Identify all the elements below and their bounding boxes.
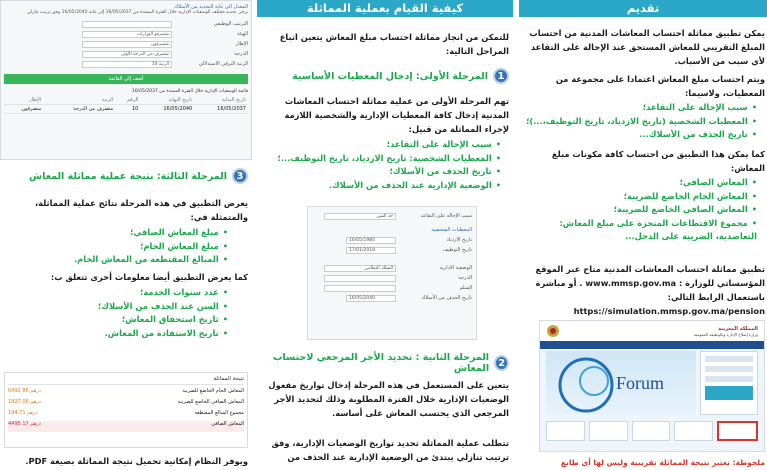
presentation-banner: تقديم bbox=[519, 0, 767, 17]
result-label: المعاش الصافي الخاضع للضريبة bbox=[177, 399, 244, 405]
list-item: • الوضعية الإدارية عند الحذف من الأسلاك. bbox=[261, 179, 501, 193]
step3-list bbox=[2, 226, 228, 267]
results-screenshot bbox=[4, 372, 248, 448]
result-label: المعاش الصافي bbox=[211, 421, 244, 427]
step1-list bbox=[261, 138, 501, 192]
result-value: 194.71 درهم bbox=[8, 410, 38, 416]
column-header: تاريخ البداية bbox=[194, 96, 248, 105]
add-to-list-button[interactable]: أضف إلى القائمة bbox=[4, 74, 248, 84]
field-input[interactable] bbox=[82, 21, 172, 28]
result-value: 6492.86 درهم bbox=[8, 388, 41, 394]
table-cell: 16/05/2037 bbox=[194, 105, 248, 114]
form-row bbox=[312, 245, 472, 255]
form-row bbox=[312, 293, 472, 303]
list-item: • تاريخ الاستفادة من المعاش. bbox=[2, 327, 228, 341]
step2-title: المرحلة الثانية : تحديد الأجر المرجعي لاحتساب المعاش bbox=[272, 352, 490, 374]
list-item: • تاريخ استحقاق المعاش؛ bbox=[2, 313, 228, 327]
form-row bbox=[312, 283, 472, 293]
field-input[interactable]: متصرفون bbox=[82, 41, 172, 48]
step1-heading bbox=[292, 68, 509, 84]
positions-table bbox=[4, 96, 248, 114]
column-header: الإطار bbox=[4, 96, 43, 105]
results-title: نتيجة المماثلة bbox=[8, 376, 244, 385]
birth-date-input[interactable]: 16/05/1980 bbox=[346, 237, 396, 244]
form-label: الرتبة الترقي الاستدلالي bbox=[198, 61, 248, 67]
result-row bbox=[8, 388, 244, 399]
components-list bbox=[521, 176, 757, 244]
form-row bbox=[4, 29, 248, 39]
site-sidebar bbox=[700, 351, 758, 415]
list-item: • مبلغ المعاش الخام؛ bbox=[2, 240, 228, 254]
components-paragraph: كما يمكن هذا التطبيق من احتساب كافة مكونات مبلغ المعاش: bbox=[551, 149, 765, 173]
form-label: تاريخ الحذف من الأسلاك bbox=[421, 295, 472, 301]
form-row bbox=[4, 49, 248, 59]
list-item: • مجموع الاقتطاعات المنجزة على مبلغ المعاش: التعاضدية، الضريبة على الدخل... bbox=[521, 217, 757, 244]
reason-select[interactable]: حد السن bbox=[324, 213, 396, 220]
form-label: الهيئة bbox=[237, 31, 248, 37]
table-row[interactable] bbox=[4, 105, 248, 114]
table-cell: 16/05/2040 bbox=[140, 105, 194, 114]
form-row bbox=[4, 19, 248, 29]
forum-label: Forum bbox=[616, 373, 665, 393]
positions-screenshot bbox=[0, 0, 252, 160]
column-header: الرقم bbox=[115, 96, 140, 105]
result-row bbox=[8, 421, 244, 432]
site-subtitle: وزارة إصلاح الإدارة وبالوظيفة العمومية bbox=[693, 331, 758, 337]
result-value: 4495.17 درهم bbox=[8, 421, 41, 427]
list-item: • المعاش الصافي؛ bbox=[521, 176, 757, 190]
result-row bbox=[8, 399, 244, 410]
crest-icon bbox=[546, 324, 560, 338]
site-shortcuts bbox=[546, 421, 758, 441]
form-label: الترتيب الوظيفي bbox=[213, 21, 248, 27]
list-item: • تاريخ الحذف من الأسلاك؛ bbox=[261, 165, 501, 179]
result-value: 1827.06 درهم bbox=[8, 399, 41, 405]
form-label: الدرجة bbox=[234, 51, 248, 57]
website-screenshot bbox=[539, 320, 765, 452]
step2-heading bbox=[257, 352, 509, 374]
step3-title: المرحلة الثالثة: نتيجة عملية مماثلة المعاش bbox=[29, 170, 227, 182]
data-list bbox=[521, 101, 757, 142]
column-header: الرتبة bbox=[43, 96, 115, 105]
list-item: • المعاش الصافي الخاضع للضريبة؛ bbox=[521, 203, 757, 217]
site-title: المملكة المغربية bbox=[718, 325, 758, 332]
step3-number: 3 bbox=[232, 168, 248, 184]
list-item: • السن عند الحذف من الأسلاك؛ bbox=[2, 300, 228, 314]
form-section-title: المعطيات الشخصية bbox=[431, 227, 472, 233]
scale-select[interactable] bbox=[324, 285, 396, 292]
status-select[interactable]: السلك النظامي bbox=[324, 265, 396, 272]
list-item: • المعاش الخام الخاضع للضريبة؛ bbox=[521, 190, 757, 204]
column-header: تاريخ النهاية bbox=[140, 96, 194, 105]
disclaimer-note: ملحوظة: تعتبر نتيجة المماثلة تقريبية وليس لها أي طابع bbox=[560, 458, 765, 467]
end-date-input[interactable]: 16/05/2040 bbox=[346, 295, 396, 302]
procedure-intro: للتمكن من انجاز مماثلة احتساب مبلغ المعاش يتعين اتباع المراحل التالية: bbox=[279, 32, 509, 56]
step3-list-2 bbox=[2, 286, 228, 340]
list-item: • المبالغ المقتطعة من المعاش الخام. bbox=[2, 253, 228, 267]
form-label: الإطار bbox=[235, 41, 248, 47]
list-item: • مبلغ المعاش الصافي؛ bbox=[2, 226, 228, 240]
list-item: • تاريخ الحذف من الأسلاك... bbox=[521, 128, 757, 142]
step1-title: المرحلة الأولى: إدخال المعطيات الأساسية bbox=[292, 70, 488, 82]
site-header bbox=[540, 321, 764, 341]
positions-note-2: يرجى تحديد مختلف الوضعيات الإدارية خلال الفترة الممتدة من 16/05/2037 إلى غاية 16/05/2040 وفق ترتيب تنازلي bbox=[27, 10, 248, 15]
pdf-note: ويوفر النظام إمكانية تحميل نتيجة المماثلة بصيغة PDF. bbox=[25, 456, 248, 466]
result-label: مجموع المبالغ المقتطعة bbox=[194, 410, 244, 416]
field-input[interactable]: متصرفو الوزارات bbox=[82, 31, 172, 38]
form-row bbox=[312, 235, 472, 245]
step2-number: 2 bbox=[494, 355, 509, 371]
grade-select[interactable] bbox=[324, 275, 396, 282]
form-row bbox=[312, 211, 472, 221]
column-presentation bbox=[519, 0, 767, 470]
step1-number: 1 bbox=[493, 68, 509, 84]
procedure-banner: كيفية القيام بعملية المماثلة bbox=[257, 0, 513, 17]
access-paragraph: تطبيق مماثلة احتساب المعاشات المدنية متاح عبر الموقع المؤسساتي للوزارة : www.mmsp.gov.ma . أو مباشرة باستعمال الرابط التالي: https://simulation.mmsp.gov.ma/pension bbox=[535, 264, 765, 316]
form-label: الدرجة bbox=[458, 275, 472, 281]
result-label: المعاش الخام الخاضع للضريبة bbox=[182, 388, 244, 394]
form-row bbox=[312, 263, 472, 273]
table-cell: 10 bbox=[115, 105, 140, 114]
list-item: • عدد سنوات الخدمة؛ bbox=[2, 286, 228, 300]
list-item: • المعطيات الشخصية (تاريخ الازدياد، تاريخ التوظيف،...)؛ bbox=[521, 115, 757, 129]
list-item: • المعطيات الشخصية: تاريخ الازدياد، تاريخ التوظيف...؛ bbox=[261, 152, 501, 166]
list-item: • سبب الإحالة على التقاعد؛ bbox=[261, 138, 501, 152]
form-label: تاريخ التوظيف bbox=[442, 247, 472, 253]
column-procedure bbox=[257, 0, 513, 470]
step2-paragraph: يتعين على المستعمل في هذه المرحلة إدخال تواريخ مفعول الوضعيات الإدارية خلال الفترة المطلوبة وذلك لتحديد الأجر المرجعي الذي يحتسب المعاش على أساسه. bbox=[268, 380, 509, 418]
field-input[interactable]: الرتبة 10 bbox=[82, 61, 172, 68]
table-header-row bbox=[4, 96, 248, 105]
site-nav bbox=[540, 341, 764, 349]
form-label: الوضعية الادارية bbox=[439, 265, 472, 271]
form-label: سبب الإحالة على التقاعد bbox=[420, 213, 472, 219]
column-results bbox=[0, 0, 252, 470]
table-caption: قائمة الوضعيات الإدارية خلال الفترة الممتدة من 16/05/2037 bbox=[131, 89, 248, 94]
field-input[interactable]: متصرف من الدرجة الأولى bbox=[82, 51, 172, 58]
step3-paragraph-2: كما يعرض التطبيق أيضا معلومات أخرى تتعلق ب: bbox=[50, 272, 248, 282]
hire-date-input[interactable]: 17/01/2018 bbox=[346, 247, 396, 254]
input-form-screenshot bbox=[307, 206, 477, 340]
step1-paragraph: تهم المرحلة الأولى من عملية مماثلة احتساب المعاشات المدنية إدخال كافة المعطيات الإدارية والشخصية اللازمة لإجراء المماثلة من قبيل: bbox=[284, 96, 509, 134]
result-row bbox=[8, 410, 244, 421]
intro-paragraph-2: ويتم احتساب مبلغ المعاش اعتمادا على مجموعة من المعطيات، ولاسيما: bbox=[555, 74, 765, 98]
form-label: تاريخ الازدياد bbox=[446, 237, 472, 243]
step3-paragraph: يعرض التطبيق في هذه المرحلة نتائج عملية المماثلة، والمتمثلة في: bbox=[34, 198, 248, 222]
list-item: • سبب الإحالة على التقاعد؛ bbox=[521, 101, 757, 115]
table-cell: متصرف من الدرجة bbox=[43, 105, 115, 114]
intro-paragraph: يمكن تطبيق مماثلة احتساب المعاشات المدنية من احتساب المبلغ التقريبي للمعاش المستحق عند الإحالة على التقاعد لأي سبب من الأسباب. bbox=[529, 28, 765, 66]
step2-paragraph-2: تتطلب عملية المماثلة تحديد تواريخ الوضعيات الإدارية، وفق ترتيب تنازلي يبتدئ من الوضعية الإدارية عند الحذف من bbox=[271, 438, 509, 462]
step3-heading bbox=[29, 168, 248, 184]
form-row bbox=[4, 39, 248, 49]
form-row bbox=[4, 59, 248, 69]
table-cell: متصرفون bbox=[4, 105, 43, 114]
site-hero bbox=[546, 351, 696, 415]
form-label: السلم bbox=[459, 285, 472, 291]
positions-note: المعدل الى غاية التحديد من الأسلاك bbox=[173, 4, 248, 10]
form-row bbox=[312, 273, 472, 283]
